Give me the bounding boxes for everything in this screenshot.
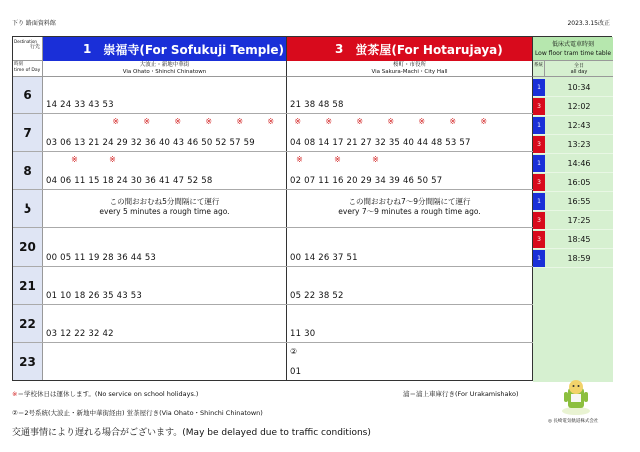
hour-label: 7 [13, 114, 43, 151]
school-holiday-mark: ※ [12, 390, 18, 398]
interval-note [287, 197, 532, 217]
line1-minutes: 01 10 18 26 35 43 53 [46, 291, 142, 301]
school-holiday-mark: ※ [205, 117, 213, 126]
route-badge: 3 [533, 231, 545, 248]
line1-cell [43, 228, 287, 266]
school-holiday-mark: ※ [449, 117, 457, 126]
low-floor-time: 18:45 [567, 235, 591, 244]
line1-cell [43, 114, 287, 151]
company-name: ◎ 長崎電気軌道株式会社 [548, 419, 599, 424]
low-floor-row [533, 155, 613, 173]
school-holiday-mark: ※ [296, 155, 303, 164]
hour-label: 20 [13, 228, 43, 266]
hour-row [13, 343, 533, 380]
route-badge: 3 [533, 98, 545, 115]
via-line3-jp: 桜町・市役所 [392, 62, 426, 68]
low-floor-header [533, 37, 613, 61]
low-floor-time: 12:43 [567, 121, 591, 130]
urakami-note: 浦＝浦上車庫行き(For Urakamishako) [403, 390, 519, 398]
school-holiday-mark: ※ [109, 155, 116, 164]
line3-minutes: 04 08 14 17 21 27 32 35 40 44 48 53 57 [290, 138, 471, 148]
school-holiday-mark: ※ [112, 117, 120, 126]
delay-note: 交通事情により遅れる場合がございます。(May be delayed due to traffic conditions) [12, 428, 371, 438]
route-badge: 1 [533, 250, 545, 267]
hour-label: 8 [13, 152, 43, 189]
time-label-jp: 時刻 [14, 62, 23, 67]
low-floor-row [533, 212, 613, 230]
destination-label-en: Destination [14, 39, 37, 44]
low-floor-time: 18:59 [567, 254, 591, 263]
hour-row [13, 77, 533, 114]
school-holiday-mark: ※ [294, 117, 302, 126]
destination-header-line1 [43, 37, 287, 61]
line1-cell [43, 152, 287, 189]
low-floor-column [533, 77, 613, 382]
school-holiday-mark: ※ [356, 117, 364, 126]
mascot-icon [556, 378, 596, 416]
school-holiday-mark: ※ [236, 117, 244, 126]
allday-en: all day [570, 69, 588, 75]
route-badge: 3 [533, 212, 545, 229]
school-holiday-mark: ※ [480, 117, 488, 126]
school-holiday-mark: ※ [325, 117, 333, 126]
low-floor-route-header: 系統 [533, 61, 545, 77]
interval-en: every 5 minutes a rough time ago. [99, 207, 230, 216]
low-floor-row [533, 136, 613, 154]
line3-cell [287, 190, 533, 227]
via-line1-en: Via Ohato・Shinchi Chinatown [122, 69, 207, 75]
time-header-cell [13, 61, 43, 77]
route2-note: ②＝2号系統(大波止・新地中華街経由) 蛍茶屋行き(Via Ohato・Shinchi Chinatown) [12, 409, 263, 417]
line1-minutes: 14 24 33 43 53 [46, 100, 114, 110]
via-line3 [287, 61, 533, 77]
school-holiday-mark: ※ [418, 117, 426, 126]
destination-header-cell [13, 37, 43, 61]
low-floor-row [533, 117, 613, 135]
hour-row [13, 152, 533, 190]
line3-number: 3 [335, 42, 344, 56]
low-floor-row [533, 250, 613, 268]
via-line1 [43, 61, 287, 77]
line1-name: 崇福寺(For Sofukuji Temple) [103, 42, 285, 57]
line3-cell [287, 305, 533, 342]
low-floor-row [533, 174, 613, 192]
route-badge: 1 [533, 155, 545, 172]
hour-label: 21 [13, 267, 43, 304]
line3-cell [287, 228, 533, 266]
low-floor-row [533, 193, 613, 211]
line1-minutes: 03 06 13 21 24 29 32 36 40 43 46 50 52 57 59 [46, 138, 255, 148]
interval-note [43, 197, 286, 217]
line1-number: 1 [83, 42, 92, 56]
low-floor-time: 16:55 [567, 197, 591, 206]
school-holiday-mark: ※ [71, 155, 78, 164]
line3-minutes: 00 14 26 37 51 [290, 253, 358, 263]
route-badge: 1 [533, 79, 545, 96]
hour-row [13, 305, 533, 343]
hour-row [13, 267, 533, 305]
hour-label: 23 [13, 343, 43, 380]
line3-minutes: 11 30 [290, 329, 316, 339]
hour-label: 22 [13, 305, 43, 342]
interval-en: every 7～9 minutes a rough time ago. [338, 207, 481, 216]
school-holiday-marks [46, 117, 279, 126]
revision-date: 2023.3.15改正 [567, 20, 610, 27]
interval-jp: この間おおむね7～9分間隔にて運行 [348, 197, 471, 206]
low-floor-row [533, 98, 613, 116]
via-line1-jp: 大波止・新地中華街 [139, 62, 190, 68]
route-badge: 1 [533, 117, 545, 134]
line3-cell [287, 114, 533, 151]
line1-minutes: 00 05 11 19 28 36 44 53 [46, 253, 157, 263]
hour-label: ʖ [13, 190, 43, 227]
low-floor-row [533, 79, 613, 97]
low-floor-time: 10:34 [567, 83, 591, 92]
low-floor-time: 12:02 [567, 102, 591, 111]
hour-row [13, 190, 533, 228]
low-floor-time: 17:25 [567, 216, 591, 225]
line3-minutes: 21 38 48 58 [290, 100, 344, 110]
destination-label-jp: 行先 [29, 44, 40, 50]
hour-label: 6 [13, 77, 43, 113]
timetable-grid [12, 36, 612, 381]
low-floor-time: 13:23 [567, 140, 591, 149]
line1-cell [43, 267, 287, 304]
school-holiday-text: ＝学校休日は運休します。(No service on school holidays.) [17, 390, 199, 398]
line3-cell [287, 343, 533, 380]
school-holiday-marks [290, 117, 492, 126]
route2-mark: ② [290, 347, 298, 356]
low-floor-allday-header [545, 61, 613, 77]
route-badge: 3 [533, 174, 545, 191]
line1-minutes: 03 12 22 32 42 [46, 329, 114, 339]
line3-minutes: 02 07 11 16 20 29 34 39 46 50 57 [290, 176, 443, 186]
line1-cell [43, 190, 287, 227]
line3-cell [287, 152, 533, 189]
allday-jp: 全日 [573, 63, 584, 69]
school-holiday-mark: ※ [267, 117, 275, 126]
line3-cell [287, 77, 533, 113]
school-holiday-mark: ※ [334, 155, 341, 164]
destination-header-line3 [287, 37, 533, 61]
route-badge: 1 [533, 193, 545, 210]
line3-name: 蛍茶屋(For Hotarujaya) [355, 42, 503, 57]
school-holiday-mark: ※ [174, 117, 182, 126]
line3-minutes: 05 22 38 52 [290, 291, 344, 301]
school-holiday-mark: ※ [143, 117, 151, 126]
school-holiday-note [12, 389, 198, 398]
hour-row [13, 228, 533, 267]
line1-cell [43, 343, 287, 380]
direction-label: 下り 路面資料館 [12, 20, 56, 27]
low-floor-time: 16:05 [567, 178, 591, 187]
time-label-en: time of Day [14, 68, 41, 73]
via-line3-en: Via Sakura-Machi・City Hall [371, 69, 448, 75]
route-badge: 3 [533, 136, 545, 153]
line3-minutes: 01 [290, 367, 302, 377]
school-holiday-marks [290, 155, 385, 164]
line1-cell [43, 305, 287, 342]
line1-cell [43, 77, 287, 113]
low-floor-time: 14:46 [567, 159, 591, 168]
low-floor-title-en: Low floor tram time table [534, 50, 612, 57]
school-holiday-mark: ※ [387, 117, 395, 126]
hour-row [13, 114, 533, 152]
school-holiday-marks [46, 155, 122, 164]
line1-minutes: 04 06 11 15 18 24 30 36 41 47 52 58 [46, 176, 213, 186]
low-floor-title-jp: 低床式電車時刻 [551, 41, 594, 48]
low-floor-row [533, 231, 613, 249]
school-holiday-mark: ※ [372, 155, 379, 164]
line3-cell [287, 267, 533, 304]
interval-jp: この間おおむね5分間隔にて運行 [109, 197, 220, 206]
